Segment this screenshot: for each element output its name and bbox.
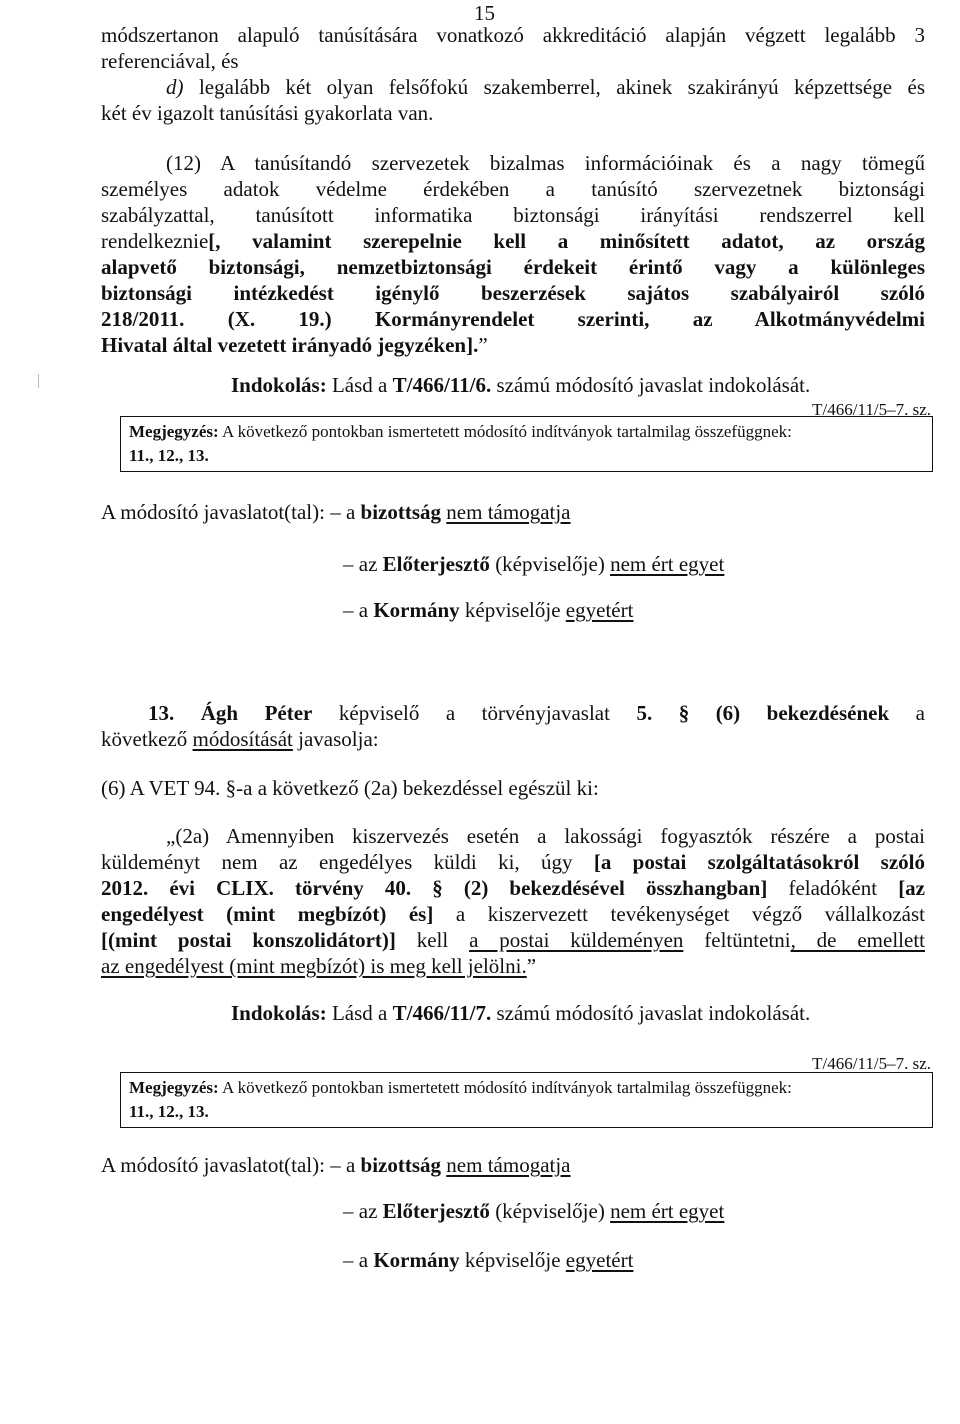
note-2-label: Megjegyzés: bbox=[129, 1078, 219, 1097]
indokolas-2-ref: T/466/11/7. bbox=[392, 1001, 492, 1025]
indokolas-1-pre: Lásd a bbox=[326, 373, 393, 397]
para12-line-4a: rendelkeznie bbox=[101, 229, 209, 253]
indokolas-2 bbox=[231, 1000, 810, 1026]
vote-1-line-3 bbox=[343, 597, 633, 623]
vote-2-3-org: Kormány bbox=[373, 1248, 460, 1272]
reference-1: T/466/11/5–7. sz. bbox=[812, 400, 931, 419]
note-1-items: 11., 12., 13. bbox=[129, 446, 209, 465]
note-1-text bbox=[129, 421, 792, 443]
quote-5b: kell bbox=[395, 928, 470, 952]
vote-1-2-mid: (képviselője) bbox=[489, 552, 611, 576]
para12-line-4b: [, valamint szerepelnie kell a minősített adatot, az ország bbox=[208, 229, 925, 253]
para12-line-8 bbox=[101, 332, 488, 358]
vote-2-org: bizottság bbox=[360, 1153, 442, 1177]
quote-5e: , de emellett bbox=[790, 928, 925, 952]
indokolas-1-post: számú módosító javaslat indokolását. bbox=[491, 373, 811, 397]
vote-2-intro: A módosító javaslatot(tal): – a bbox=[101, 1153, 361, 1177]
vote-2-line-3 bbox=[343, 1247, 633, 1273]
vote-1-line-1 bbox=[101, 499, 571, 525]
quote-line-1: „(2a) Amennyiben kiszervezés esetén a lakossági fogyasztók részére a postai bbox=[166, 824, 925, 848]
vote-2-3-mid: képviselője bbox=[459, 1248, 566, 1272]
para12-line-1: (12) A tanúsítandó szervezetek bizalmas információinak és a nagy tömegű bbox=[166, 151, 925, 175]
quote-5c: a postai küldeményen bbox=[469, 928, 684, 952]
item13-section: 5. § (6) bekezdésének bbox=[636, 701, 890, 725]
intro-line-1: módszertanon alapuló tanúsítására vonatkozó akkreditáció alapján végzett legalább 3 bbox=[101, 23, 925, 47]
quote-line-4 bbox=[101, 901, 925, 927]
indokolas-2-label: Indokolás: bbox=[231, 1001, 327, 1025]
para12-line-8a: Hivatal által vezetett irányadó jegyzéken]. bbox=[101, 333, 479, 357]
indokolas-1 bbox=[231, 372, 810, 398]
vote-1-result: nem támogatja bbox=[446, 500, 571, 524]
page-number: 15 bbox=[474, 1, 495, 25]
quote-line-3 bbox=[101, 875, 925, 901]
item13-line-1 bbox=[148, 700, 925, 726]
quote-3a: 2012. évi CLIX. törvény 40. § (2) bekezdésével összhangban] bbox=[101, 876, 768, 900]
vote-1-org: bizottság bbox=[360, 500, 442, 524]
vote-1-3-mid: képviselője bbox=[459, 598, 566, 622]
quote-6b: ” bbox=[526, 954, 537, 978]
note-box-2 bbox=[120, 1072, 933, 1128]
vote-1-2-pre: – az bbox=[343, 552, 383, 576]
item13-end: a bbox=[889, 701, 925, 725]
quote-2a: küldeményt nem az engedélyes küldi ki, úgy bbox=[101, 850, 594, 874]
intro-line-4: két év igazolt tanúsítási gyakorlata van. bbox=[101, 101, 434, 125]
quote-6a: az engedélyest (mint megbízót) is meg kell jelölni. bbox=[101, 954, 527, 978]
note-1-label: Megjegyzés: bbox=[129, 422, 219, 441]
note-2-body: A következő pontokban ismertetett módosító indítványok tartalmilag összefüggnek: bbox=[218, 1078, 792, 1097]
para12-line-2: személyes adatok védelme érdekében a tanúsító szervezetnek biztonsági bbox=[101, 177, 925, 201]
item13-l2-u: módosítását bbox=[192, 727, 293, 751]
item13-l2-post: javasolja: bbox=[292, 727, 379, 751]
item13-mid: képviselő a törvényjavaslat bbox=[312, 701, 637, 725]
item13-number: 13. bbox=[148, 701, 175, 725]
vote-1-2-org: Előterjesztő bbox=[382, 552, 490, 576]
vote-2-line-1 bbox=[101, 1152, 571, 1178]
para12-line-5: alapvető biztonsági, nemzetbiztonsági érdekeit érintő vagy a különleges bbox=[101, 255, 925, 279]
vote-1-2-result: nem ért egyet bbox=[610, 552, 725, 576]
note-1-body: A következő pontokban ismertetett módosító indítványok tartalmilag összefüggnek: bbox=[218, 422, 792, 441]
vote-2-2-org: Előterjesztő bbox=[382, 1199, 490, 1223]
item13-l2-pre: következő bbox=[101, 727, 193, 751]
intro-line-2: referenciával, és bbox=[101, 49, 239, 73]
quote-line-5 bbox=[101, 927, 925, 953]
note-box-1 bbox=[120, 416, 933, 472]
vote-1-3-pre: – a bbox=[343, 598, 374, 622]
vote-1-3-org: Kormány bbox=[373, 598, 460, 622]
vote-2-2-mid: (képviselője) bbox=[489, 1199, 611, 1223]
quote-2b: [a postai szolgáltatásokról szóló bbox=[593, 850, 925, 874]
vote-2-2-pre: – az bbox=[343, 1199, 383, 1223]
indokolas-2-pre: Lásd a bbox=[326, 1001, 393, 1025]
vote-1-line-2 bbox=[343, 551, 724, 577]
vote-1-3-result: egyetért bbox=[565, 598, 634, 622]
vote-2-result: nem támogatja bbox=[446, 1153, 571, 1177]
margin-mark bbox=[38, 374, 39, 388]
quote-4b: a kiszervezett tevékenységet végző vállalkozást bbox=[433, 902, 925, 926]
para12-line-6: biztonsági intézkedést igénylő beszerzések sajátos szabályairól szóló bbox=[101, 281, 925, 305]
vote-2-line-2 bbox=[343, 1198, 724, 1224]
point-d-marker: d) bbox=[166, 75, 184, 99]
indokolas-1-ref: T/466/11/6. bbox=[392, 373, 492, 397]
para12-line-3: szabályzattal, tanúsított informatika biztonsági irányítási rendszerrel kell bbox=[101, 203, 925, 227]
point-d-text: legalább két olyan felsőfokú szakemberrel, akinek szakirányú képzettsége és bbox=[183, 75, 925, 99]
quote-3c: [az bbox=[898, 876, 926, 900]
note-2-items: 11., 12., 13. bbox=[129, 1102, 209, 1121]
indokolas-1-label: Indokolás: bbox=[231, 373, 327, 397]
quote-3b: feladóként bbox=[767, 876, 899, 900]
note-2-text bbox=[129, 1077, 792, 1099]
item13-name: Ágh Péter bbox=[200, 701, 313, 725]
vote-1-intro: A módosító javaslatot(tal): – a bbox=[101, 500, 361, 524]
quote-line-2 bbox=[101, 849, 925, 875]
vote-2-3-result: egyetért bbox=[565, 1248, 634, 1272]
vote-2-2-result: nem ért egyet bbox=[610, 1199, 725, 1223]
indokolas-2-post: számú módosító javaslat indokolását. bbox=[491, 1001, 811, 1025]
item13-line-2 bbox=[101, 726, 379, 752]
vote-2-3-pre: – a bbox=[343, 1248, 374, 1272]
para12-line-8b: ” bbox=[478, 333, 488, 357]
reference-2: T/466/11/5–7. sz. bbox=[812, 1054, 931, 1073]
para12-line-4 bbox=[101, 228, 925, 254]
item13-subsection-6: (6) A VET 94. §-a a következő (2a) bekezdéssel egészül ki: bbox=[101, 776, 599, 800]
quote-5d: feltüntetni bbox=[683, 928, 791, 952]
para12-line-7: 218/2011. (X. 19.) Kormányrendelet szerinti, az Alkotmányvédelmi bbox=[101, 307, 925, 331]
quote-5a: [(mint postai konszolidátort)] bbox=[101, 928, 396, 952]
quote-line-6 bbox=[101, 953, 536, 979]
intro-point-d bbox=[166, 74, 925, 100]
quote-4a: engedélyest (mint megbízót) és] bbox=[101, 902, 434, 926]
